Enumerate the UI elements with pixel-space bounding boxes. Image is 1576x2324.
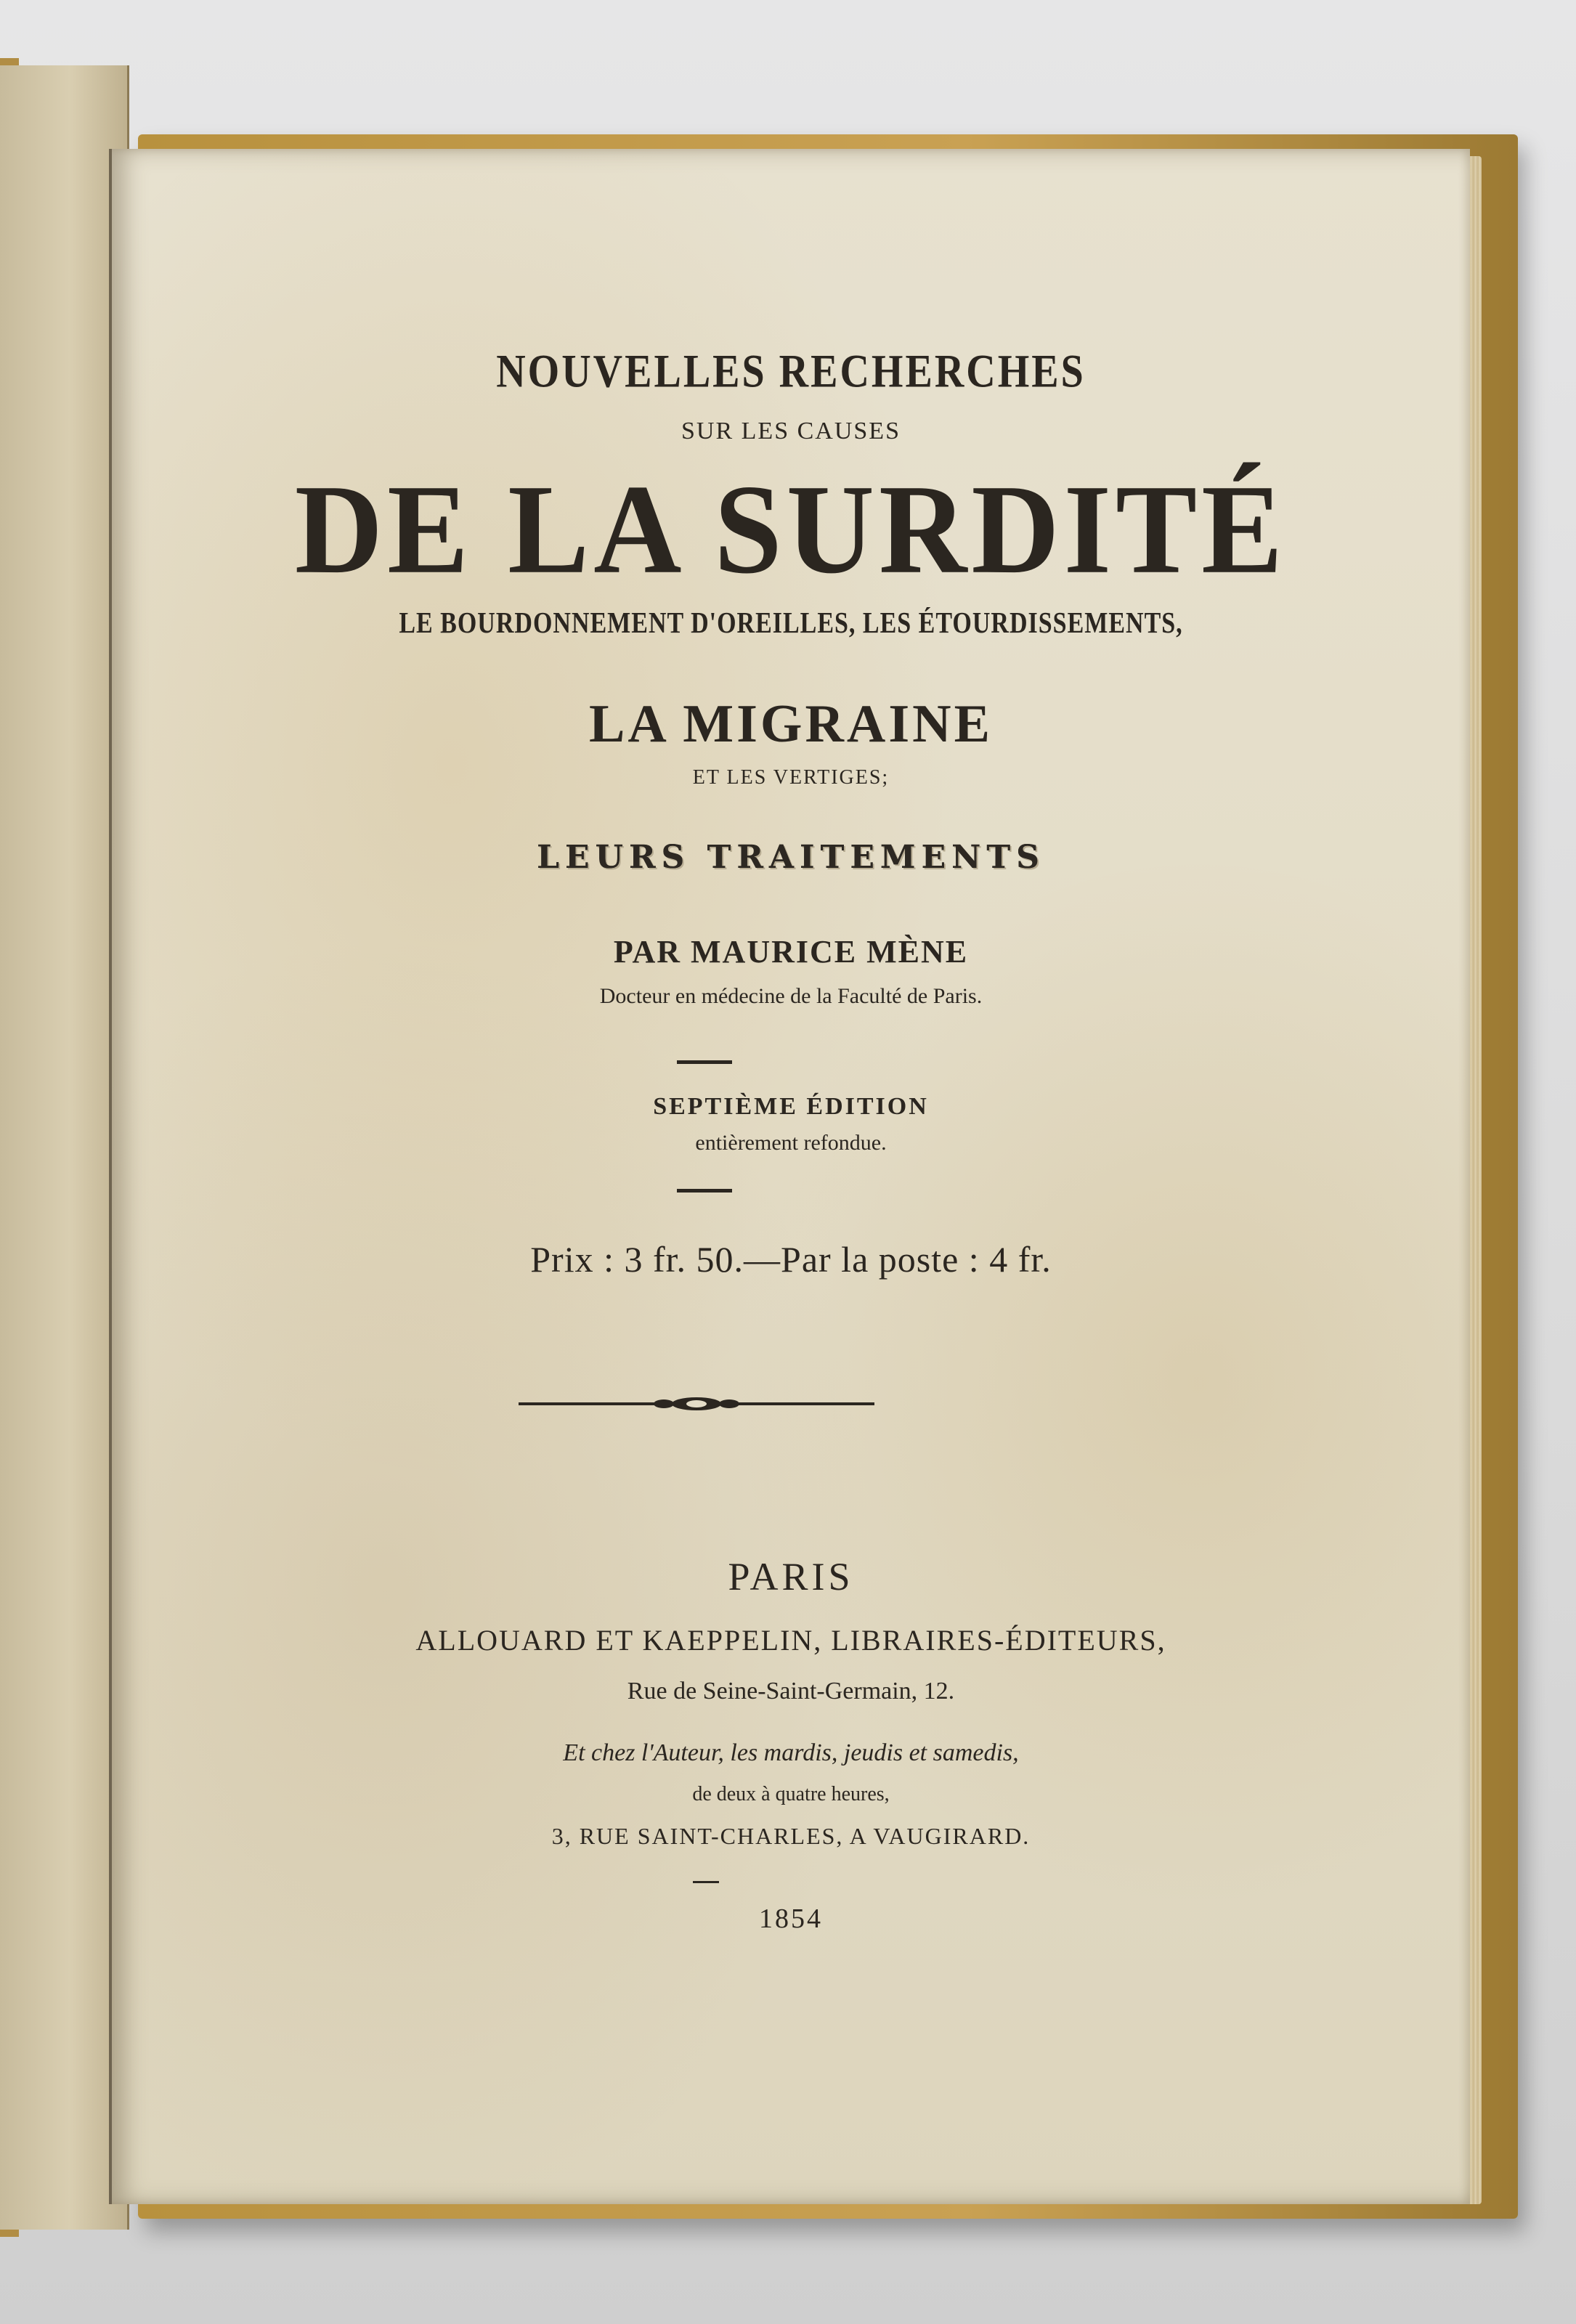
title-line-nouvelles-recherches: NOUVELLES RECHERCHES xyxy=(496,346,1086,398)
title-page xyxy=(109,149,1470,2204)
author-name: PAR MAURICE MÈNE xyxy=(613,934,969,970)
subtitle-migraine: LA MIGRAINE xyxy=(589,694,993,754)
subtitle-traitements: LEURS TRAITEMENTS xyxy=(537,839,1045,876)
subtitle-vertiges: ET LES VERTIGES; xyxy=(692,766,890,789)
price-line: Prix : 3 fr. 50.—Par la poste : 4 fr. xyxy=(530,1239,1052,1280)
ornament-divider xyxy=(519,1391,874,1417)
edition-note: entièrement refondue. xyxy=(695,1131,887,1155)
imprint-city: PARIS xyxy=(728,1555,854,1598)
imprint-address: Rue de Seine-Saint-Germain, 12. xyxy=(627,1678,955,1705)
publication-year: 1854 xyxy=(759,1904,823,1934)
author-address: 3, RUE SAINT-CHARLES, A VAUGIRARD. xyxy=(551,1823,1031,1849)
author-sales-note: Et chez l'Auteur, les mardis, jeudis et samedis, xyxy=(563,1739,1019,1766)
title-line-sur-les-causes: SUR LES CAUSES xyxy=(681,418,901,444)
edition-label: SEPTIÈME ÉDITION xyxy=(653,1093,929,1120)
imprint-publisher: ALLOUARD ET KAEPPELIN, LIBRAIRES-ÉDITEURS, xyxy=(415,1624,1166,1657)
author-hours: de deux à quatre heures, xyxy=(692,1783,890,1805)
author-credential: Docteur en médecine de la Faculté de Paris. xyxy=(599,984,983,1008)
divider-rule xyxy=(677,1060,732,1064)
divider-rule xyxy=(677,1189,732,1193)
subtitle-bourdonnement: LE BOURDONNEMENT D'OREILLES, LES ÉTOURDISSEMENTS, xyxy=(399,607,1183,640)
main-title: DE LA SURDITÉ xyxy=(294,458,1288,601)
small-rule xyxy=(693,1881,719,1883)
